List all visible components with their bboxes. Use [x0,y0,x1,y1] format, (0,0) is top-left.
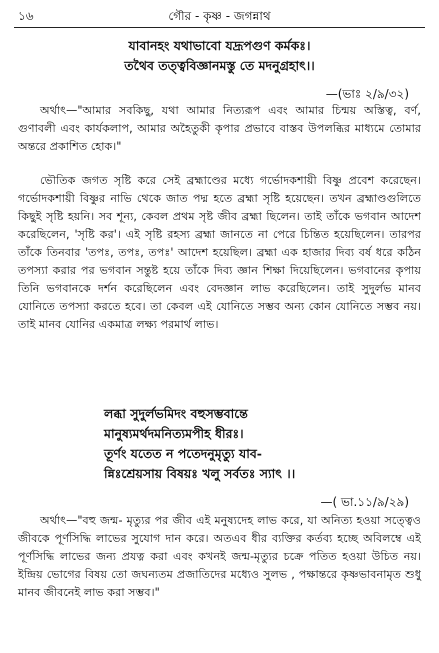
page-number: ১৬ [18,9,34,23]
paragraph-translation-1: অর্থাৎ—"আমার সবকিছু, যথা আমার নিত্যরূপ এবং আমার চিন্ময় অস্তিত্ব, বর্ণ, গুণাবলী এবং কার্যকলাপ, আমার অহৈতুকী কৃপার প্রভাবে বাস্তব উপলব্ধির মাধ্যমে তোমার অন্তরে প্রকাশিত হোক।" [18,104,421,153]
page-header [18,8,421,28]
verse-1-reference: —(ভাঃ ২/৯/৩২) [325,87,409,101]
header-rule [14,27,425,28]
running-title: গৌর - কৃষ্ণ - জগন্নাথ [168,9,271,23]
verse-2-reference: —( ভা.১১/৯/২৯) [320,495,409,509]
paragraph-body: ভৌতিক জগত সৃষ্টি করে সেই ব্রহ্মাণ্ডের মধ্যে গর্ভোদকশায়ী বিষ্ণু প্রবেশ করেছেন। গর্ভোদকশায়ী বিষ্ণুর নাভি থেকে জাত পদ্ম হতে ব্রহ্মা সৃষ্টি হয়েছেন। তখন ব্রহ্মাণ্ডগুলিতে কিছুই সৃষ্টি হয়নি। সব শূন্য, কেবল প্রথম সৃষ্ট জীব ব্রহ্মা ছিলেন। তাই তাঁকে ভগবান আদেশ করেছিলেন, 'সৃষ্টি কর'। এই সৃষ্টি রহস্য ব্রহ্মা জানতে না পেরে চিন্তিত হয়েছিলেন। তারপর তাঁকে তিনবার 'তপঃ, তপঃ, তপঃ' আদেশ হয়েছিল। ব্রহ্মা এক হাজার দিব্য বর্ষ ধরে কঠিন তপস্যা করার পর ভগবান সন্তুষ্ট হয়ে তাঁকে দিব্য জ্ঞান শিক্ষা দিয়েছিলেন। ভগবানের কৃপায় তিনি ভগবানকে দর্শন করেছিলেন এবং বেদজ্ঞান লাভ করেছিলেন। তাই সুদুর্লভ মানব যোনিতে তপস্যা করতে হবে। তা কেবল এই যোনিতে সম্ভব অন্য কোন যোনিতে সম্ভব নয়। তাই মানব যোনির একমাত্র লক্ষ্য পরমার্থ লাভ। [18,174,421,331]
verse-2-line-4: ন্নিঃশ্রেয়সায় বিষয়ঃ খলু সর্বতঃ স্যাৎ ।। [104,466,296,481]
verse-1-line-2: তথৈব তত্ত্ববিজ্ঞানমস্তু তে মদনুগ্রহাৎ।। [124,58,315,73]
verse-2-line-2: মানুষ্যমর্থদমনিত্যমপীহ ধীরঃ। [104,426,244,441]
sanskrit-verse-1 [40,36,399,76]
verse-1-line-1: যাবানহং যথাভাবো যদ্রূপগুণ কর্মকঃ। [128,38,311,53]
verse-2-line-3: তূর্ণং যতেত ন পতেদনুমৃত্যু যাব- [104,446,262,461]
sanskrit-verse-2 [104,404,419,484]
paragraph-translation-2: অর্থাৎ—"বহু জন্ম- মৃত্যুর পর জীব এই মনুষ্যদেহ লাভ করে, যা অনিত্য হওয়া সত্ত্বেও জীবকে পূর্ণসিদ্ধি লাভের সুযোগ দান করে। অতএব ধীর ব্যক্তির কর্তব্য হচ্ছে অবিলম্বে এই পূর্ণসিদ্ধি লাভের জন্য প্রযত্ন করা এবং কখনই জন্ম-মৃত্যুর চক্রে পতিত হওয়া উচিত নয়। ইন্দ্রিয় ভোগের বিষয় তো জঘন্যতম প্রজাতিদের মধ্যেও সুলভ , পক্ষান্তরে কৃষ্ণভাবনামৃত শুধু মানব জীবনেই লাভ করা সম্ভব।" [18,514,421,599]
verse-2-line-1: লব্ধা সুদুর্লভমিদং বহুসম্ভবান্তে [104,406,248,421]
